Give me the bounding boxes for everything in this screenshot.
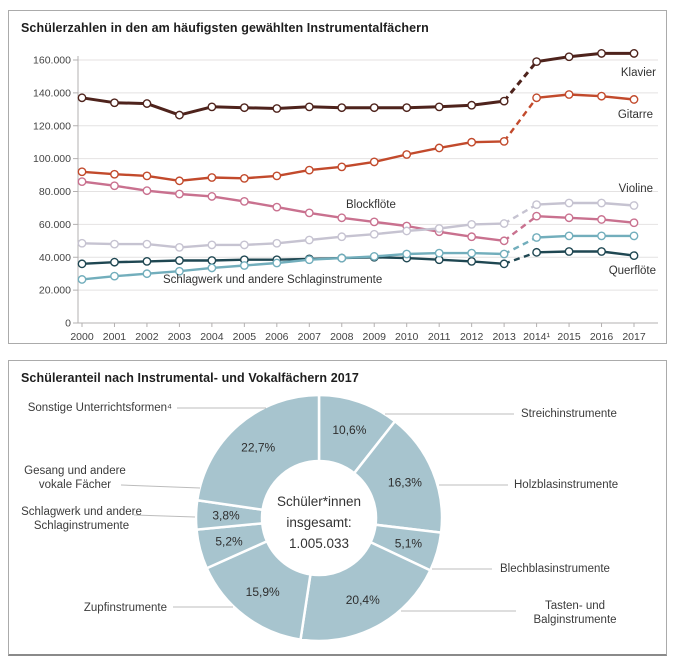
data-point-marker: [403, 151, 410, 158]
x-tick-label: 2002: [135, 331, 159, 343]
data-point-marker: [533, 201, 540, 208]
donut-slice-pct-sonstige-unterrichtsformen: 22,7%: [241, 440, 276, 455]
data-point-marker: [241, 104, 248, 111]
data-point-marker: [468, 233, 475, 240]
data-point-marker: [78, 260, 85, 267]
donut-slice-pct-holzblasinstrumente: 16,3%: [387, 475, 422, 490]
x-tick-label: 2009: [362, 331, 386, 343]
data-point-marker: [273, 172, 280, 179]
data-point-marker: [241, 198, 248, 205]
data-point-marker: [208, 241, 215, 248]
x-tick-label: 2013: [492, 331, 516, 343]
data-point-marker: [111, 272, 118, 279]
x-tick-label: 2012: [459, 331, 484, 343]
data-point-marker: [176, 244, 183, 251]
data-point-marker: [111, 258, 118, 265]
series-line-dashed: [504, 62, 536, 102]
donut-slice-pct-streichinstrumente: 10,6%: [332, 423, 367, 438]
data-point-marker: [78, 276, 85, 283]
data-point-marker: [500, 237, 507, 244]
y-tick-label: 140.000: [33, 87, 71, 100]
line-chart-title: Schülerzahlen in den am häufigsten gewählten Instrumentalfächern: [21, 21, 429, 35]
donut-label-sonstige-unterrichtsformen: Sonstige Unterrichtsformen⁴: [27, 402, 172, 414]
data-point-marker: [371, 104, 378, 111]
series-label-querfl-te: Querflöte: [608, 265, 656, 277]
callout-line: [121, 485, 200, 488]
data-point-marker: [241, 175, 248, 182]
data-point-marker: [306, 209, 313, 216]
x-tick-label: 2005: [232, 331, 257, 343]
donut-label-gesang: Gesang und andere vokale Fächer: [24, 465, 126, 491]
x-tick-label: 2010: [395, 331, 419, 343]
data-point-marker: [338, 214, 345, 221]
data-point-marker: [533, 58, 540, 65]
data-point-marker: [111, 171, 118, 178]
data-point-marker: [598, 92, 605, 99]
series-label-klavier: Klavier: [620, 67, 656, 79]
data-point-marker: [338, 254, 345, 261]
data-point-marker: [208, 257, 215, 264]
y-tick-label: 100.000: [33, 153, 71, 166]
series-line-dashed: [504, 238, 536, 255]
data-point-marker: [500, 260, 507, 267]
data-point-marker: [500, 250, 507, 257]
donut-label-blechblasinstrumente: Blechblasinstrumente: [500, 563, 610, 575]
y-tick-label: 0: [65, 317, 71, 330]
donut-center-text: insgesamt:: [286, 515, 352, 530]
series-line-dashed: [504, 252, 536, 263]
series-label-gitarre: Gitarre: [617, 109, 653, 121]
data-point-marker: [371, 218, 378, 225]
series-line-dashed: [504, 216, 536, 241]
data-point-marker: [306, 103, 313, 110]
data-point-marker: [111, 240, 118, 247]
donut-slice-pct-tasten-und-balginstrumente: 20,4%: [345, 593, 380, 608]
data-point-marker: [435, 144, 442, 151]
data-point-marker: [598, 50, 605, 57]
data-point-marker: [630, 96, 637, 103]
donut-center-text: Schüler*innen: [276, 494, 362, 509]
series-line-solid: [537, 95, 634, 100]
data-point-marker: [533, 234, 540, 241]
donut-label-tasten-balginstrumente: Tasten- und Balginstrumente: [533, 600, 617, 626]
data-point-marker: [598, 232, 605, 239]
donut-chart-title: Schüleranteil nach Instrumental- und Vokalfächern 2017: [21, 371, 359, 385]
data-point-marker: [435, 103, 442, 110]
x-tick-label: 2017: [622, 331, 646, 343]
data-point-marker: [143, 187, 150, 194]
data-point-marker: [273, 105, 280, 112]
data-point-marker: [500, 220, 507, 227]
x-tick-label: 2008: [330, 331, 354, 343]
series-line-solid: [537, 252, 634, 256]
data-point-marker: [565, 232, 572, 239]
data-point-marker: [630, 202, 637, 209]
line-chart-panel: [8, 10, 667, 344]
data-point-marker: [143, 172, 150, 179]
data-point-marker: [338, 233, 345, 240]
data-point-marker: [306, 236, 313, 243]
data-point-marker: [78, 168, 85, 175]
x-tick-label: 2011: [427, 331, 451, 343]
donut-label-schlagwerk: Schlagwerk und andere Schlaginstrumente: [21, 506, 142, 532]
data-point-marker: [78, 178, 85, 185]
data-point-marker: [176, 177, 183, 184]
x-tick-label: 2003: [167, 331, 192, 343]
data-point-marker: [78, 94, 85, 101]
series-label-schlagwerk-und-andere-schlaginstrumente: Schlagwerk und andere Schlaginstrumente: [163, 274, 383, 286]
line-chart: [9, 11, 666, 343]
donut-slice-pct-schlagwerk-und-andere-schlaginstrumente: 5,2%: [215, 534, 243, 549]
series-line-solid: [537, 203, 634, 206]
x-tick-label: 2007: [297, 331, 321, 343]
x-tick-label: 2000: [70, 331, 94, 343]
data-point-marker: [500, 138, 507, 145]
y-tick-label: 160.000: [33, 54, 71, 67]
data-point-marker: [403, 104, 410, 111]
data-point-marker: [468, 138, 475, 145]
data-point-marker: [598, 216, 605, 223]
data-point-marker: [273, 259, 280, 266]
x-tick-label: 2016: [589, 331, 614, 343]
data-point-marker: [468, 258, 475, 265]
data-point-marker: [176, 111, 183, 118]
data-point-marker: [435, 225, 442, 232]
data-point-marker: [241, 241, 248, 248]
donut-center-text: 1.005.033: [288, 536, 350, 551]
donut-slice-pct-blechblasinstrumente: 5,1%: [394, 536, 423, 551]
data-point-marker: [630, 252, 637, 259]
series-line-solid: [537, 236, 634, 238]
y-tick-label: 120.000: [33, 120, 71, 133]
data-point-marker: [78, 240, 85, 247]
data-point-marker: [273, 240, 280, 247]
data-point-marker: [143, 240, 150, 247]
data-point-marker: [273, 203, 280, 210]
data-point-marker: [208, 193, 215, 200]
data-point-marker: [565, 199, 572, 206]
data-point-marker: [468, 102, 475, 109]
donut-slice-pct-zupfinstrumente: 15,9%: [245, 585, 280, 600]
data-point-marker: [630, 219, 637, 226]
data-point-marker: [565, 214, 572, 221]
x-tick-label: 2004: [200, 331, 224, 343]
data-point-marker: [208, 174, 215, 181]
donut-label-zupfinstrumente: Zupfinstrumente: [83, 602, 167, 614]
donut-chart-panel: [8, 360, 667, 656]
data-point-marker: [306, 256, 313, 263]
data-point-marker: [500, 97, 507, 104]
data-point-marker: [533, 94, 540, 101]
data-point-marker: [338, 163, 345, 170]
series-label-violine: Violine: [618, 183, 653, 195]
data-point-marker: [468, 249, 475, 256]
data-point-marker: [403, 250, 410, 257]
x-tick-label: 2001: [102, 331, 127, 343]
y-tick-label: 20.000: [38, 284, 71, 297]
data-point-marker: [371, 253, 378, 260]
data-point-marker: [630, 50, 637, 57]
data-point-marker: [533, 212, 540, 219]
data-point-marker: [143, 270, 150, 277]
series-line-solid: [537, 216, 634, 223]
donut-slice-pct-gesang-und-andere-vokale-f-cher: 3,8%: [212, 508, 240, 523]
data-point-marker: [403, 227, 410, 234]
data-point-marker: [338, 104, 345, 111]
series-label-blockfl-te: Blockflöte: [346, 199, 396, 211]
x-tick-label: 2014¹: [523, 331, 551, 343]
x-tick-label: 2006: [265, 331, 289, 343]
data-point-marker: [111, 99, 118, 106]
data-point-marker: [565, 248, 572, 255]
data-point-marker: [565, 91, 572, 98]
data-point-marker: [143, 100, 150, 107]
series-line-dashed: [504, 98, 536, 142]
data-point-marker: [371, 158, 378, 165]
donut-label-streichinstrumente: Streichinstrumente: [521, 408, 617, 420]
data-point-marker: [306, 166, 313, 173]
x-tick-label: 2015: [557, 331, 581, 343]
series-gitarre: [78, 91, 637, 185]
y-tick-label: 80.000: [38, 186, 71, 198]
y-tick-label: 40.000: [38, 251, 71, 264]
data-point-marker: [371, 231, 378, 238]
y-tick-label: 60.000: [38, 218, 71, 231]
data-point-marker: [533, 249, 540, 256]
data-point-marker: [435, 249, 442, 256]
data-point-marker: [598, 199, 605, 206]
data-point-marker: [630, 232, 637, 239]
data-point-marker: [598, 248, 605, 255]
data-point-marker: [468, 221, 475, 228]
data-point-marker: [565, 53, 572, 60]
data-point-marker: [208, 103, 215, 110]
data-point-marker: [241, 262, 248, 269]
data-point-marker: [208, 264, 215, 271]
data-point-marker: [143, 258, 150, 265]
data-point-marker: [176, 190, 183, 197]
donut-label-holzblasinstrumente: Holzblasinstrumente: [514, 479, 619, 491]
data-point-marker: [111, 182, 118, 189]
data-point-marker: [176, 257, 183, 264]
